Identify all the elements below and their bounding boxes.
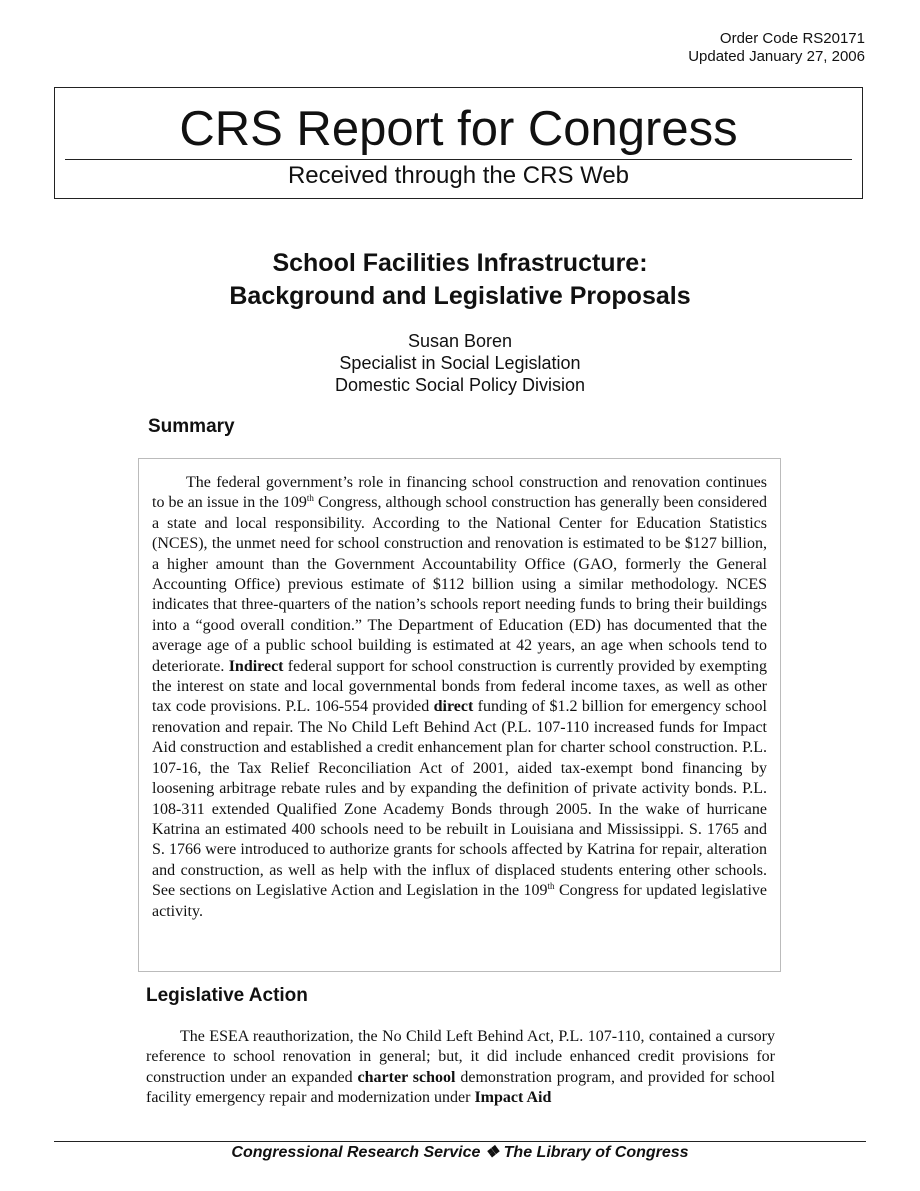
document-title-line1: School Facilities Infrastructure: bbox=[272, 249, 648, 277]
document-title bbox=[0, 247, 920, 313]
footer-text: Congressional Research Service ❖ The Library of Congress bbox=[231, 1144, 689, 1161]
summary-heading: Summary bbox=[148, 416, 235, 437]
summary-box bbox=[138, 458, 781, 972]
banner-rule bbox=[65, 159, 852, 160]
author-title: Specialist in Social Legislation bbox=[339, 353, 581, 373]
footer-rule bbox=[54, 1141, 866, 1142]
legislative-action-heading: Legislative Action bbox=[146, 985, 308, 1006]
author-name: Susan Boren bbox=[407, 331, 513, 351]
order-info bbox=[688, 30, 865, 66]
document-title-line2: Background and Legislative Proposals bbox=[229, 282, 691, 310]
author-block bbox=[0, 330, 920, 396]
report-banner bbox=[54, 87, 863, 199]
author-division: Domestic Social Policy Division bbox=[334, 375, 586, 395]
legislative-action-text: The ESEA reauthorization, the No Child Left Behind Act, P.L. 107-110, contained a cursory reference to school renovation in general; but, it did include enhanced credit provisions for construction under an expanded charter school demonstration program, and provided for school facility emergency repair and modernization under Impact Aid bbox=[146, 1028, 775, 1107]
order-code: Order Code RS20171 bbox=[719, 30, 865, 47]
summary-text: The federal government’s role in financing school construction and renovation continues to be an issue in the 109th Congress, although school construction has generally been considered a state and local responsibility. According to the National Center for Education Statistics (NCES), the unmet need for school construction and renovation is estimated to be $127 billion, a higher amount than the Government Accountability Office (GAO, formerly the General Accounting Office) previous estimate of $112 billion using a similar methodology. NCES indicates that three-quarters of the nation’s schools report needing funds to bring their buildings into a “good overall condition.” The Department of Education (ED) has documented that the average age of a public school building is estimated at 42 years, an age when schools tend to deteriorate. Indirect federal support for school construction is currently provided by exempting the interest on state and local governmental bonds from federal income taxes, as well as other tax code provisions. P.L. 106-554 provided direct funding of $1.2 billion for emergency school renovation and repair. The No Child Left Behind Act (P.L. 107-110 increased funds for Impact Aid construction and established a credit enhancement plan for charter school construction. P.L. 107-16, the Tax Relief Reconciliation Act of 2001, aided tax-exempt bond financing by loosening arbitrage rebate rules and by expanding the definition of private activity bonds. P.L. 108-311 extended Qualified Zone Academy Bonds through 2005. In the wake of hurricane Katrina an estimated 400 schools need to be rebuilt in Louisiana and Mississippi. S. 1765 and S. 1766 were introduced to authorize grants for schools affected by Katrina for repair, alteration and construction, as well as help with the influx of displaced students entering other schools. See sections on Legislative Action and Legislation in the 109th Congress for updated legislative activity. bbox=[152, 474, 768, 920]
banner-title: CRS Report for Congress bbox=[179, 102, 738, 156]
updated-date: Updated January 27, 2006 bbox=[688, 48, 865, 65]
banner-subtitle: Received through the CRS Web bbox=[287, 162, 630, 189]
